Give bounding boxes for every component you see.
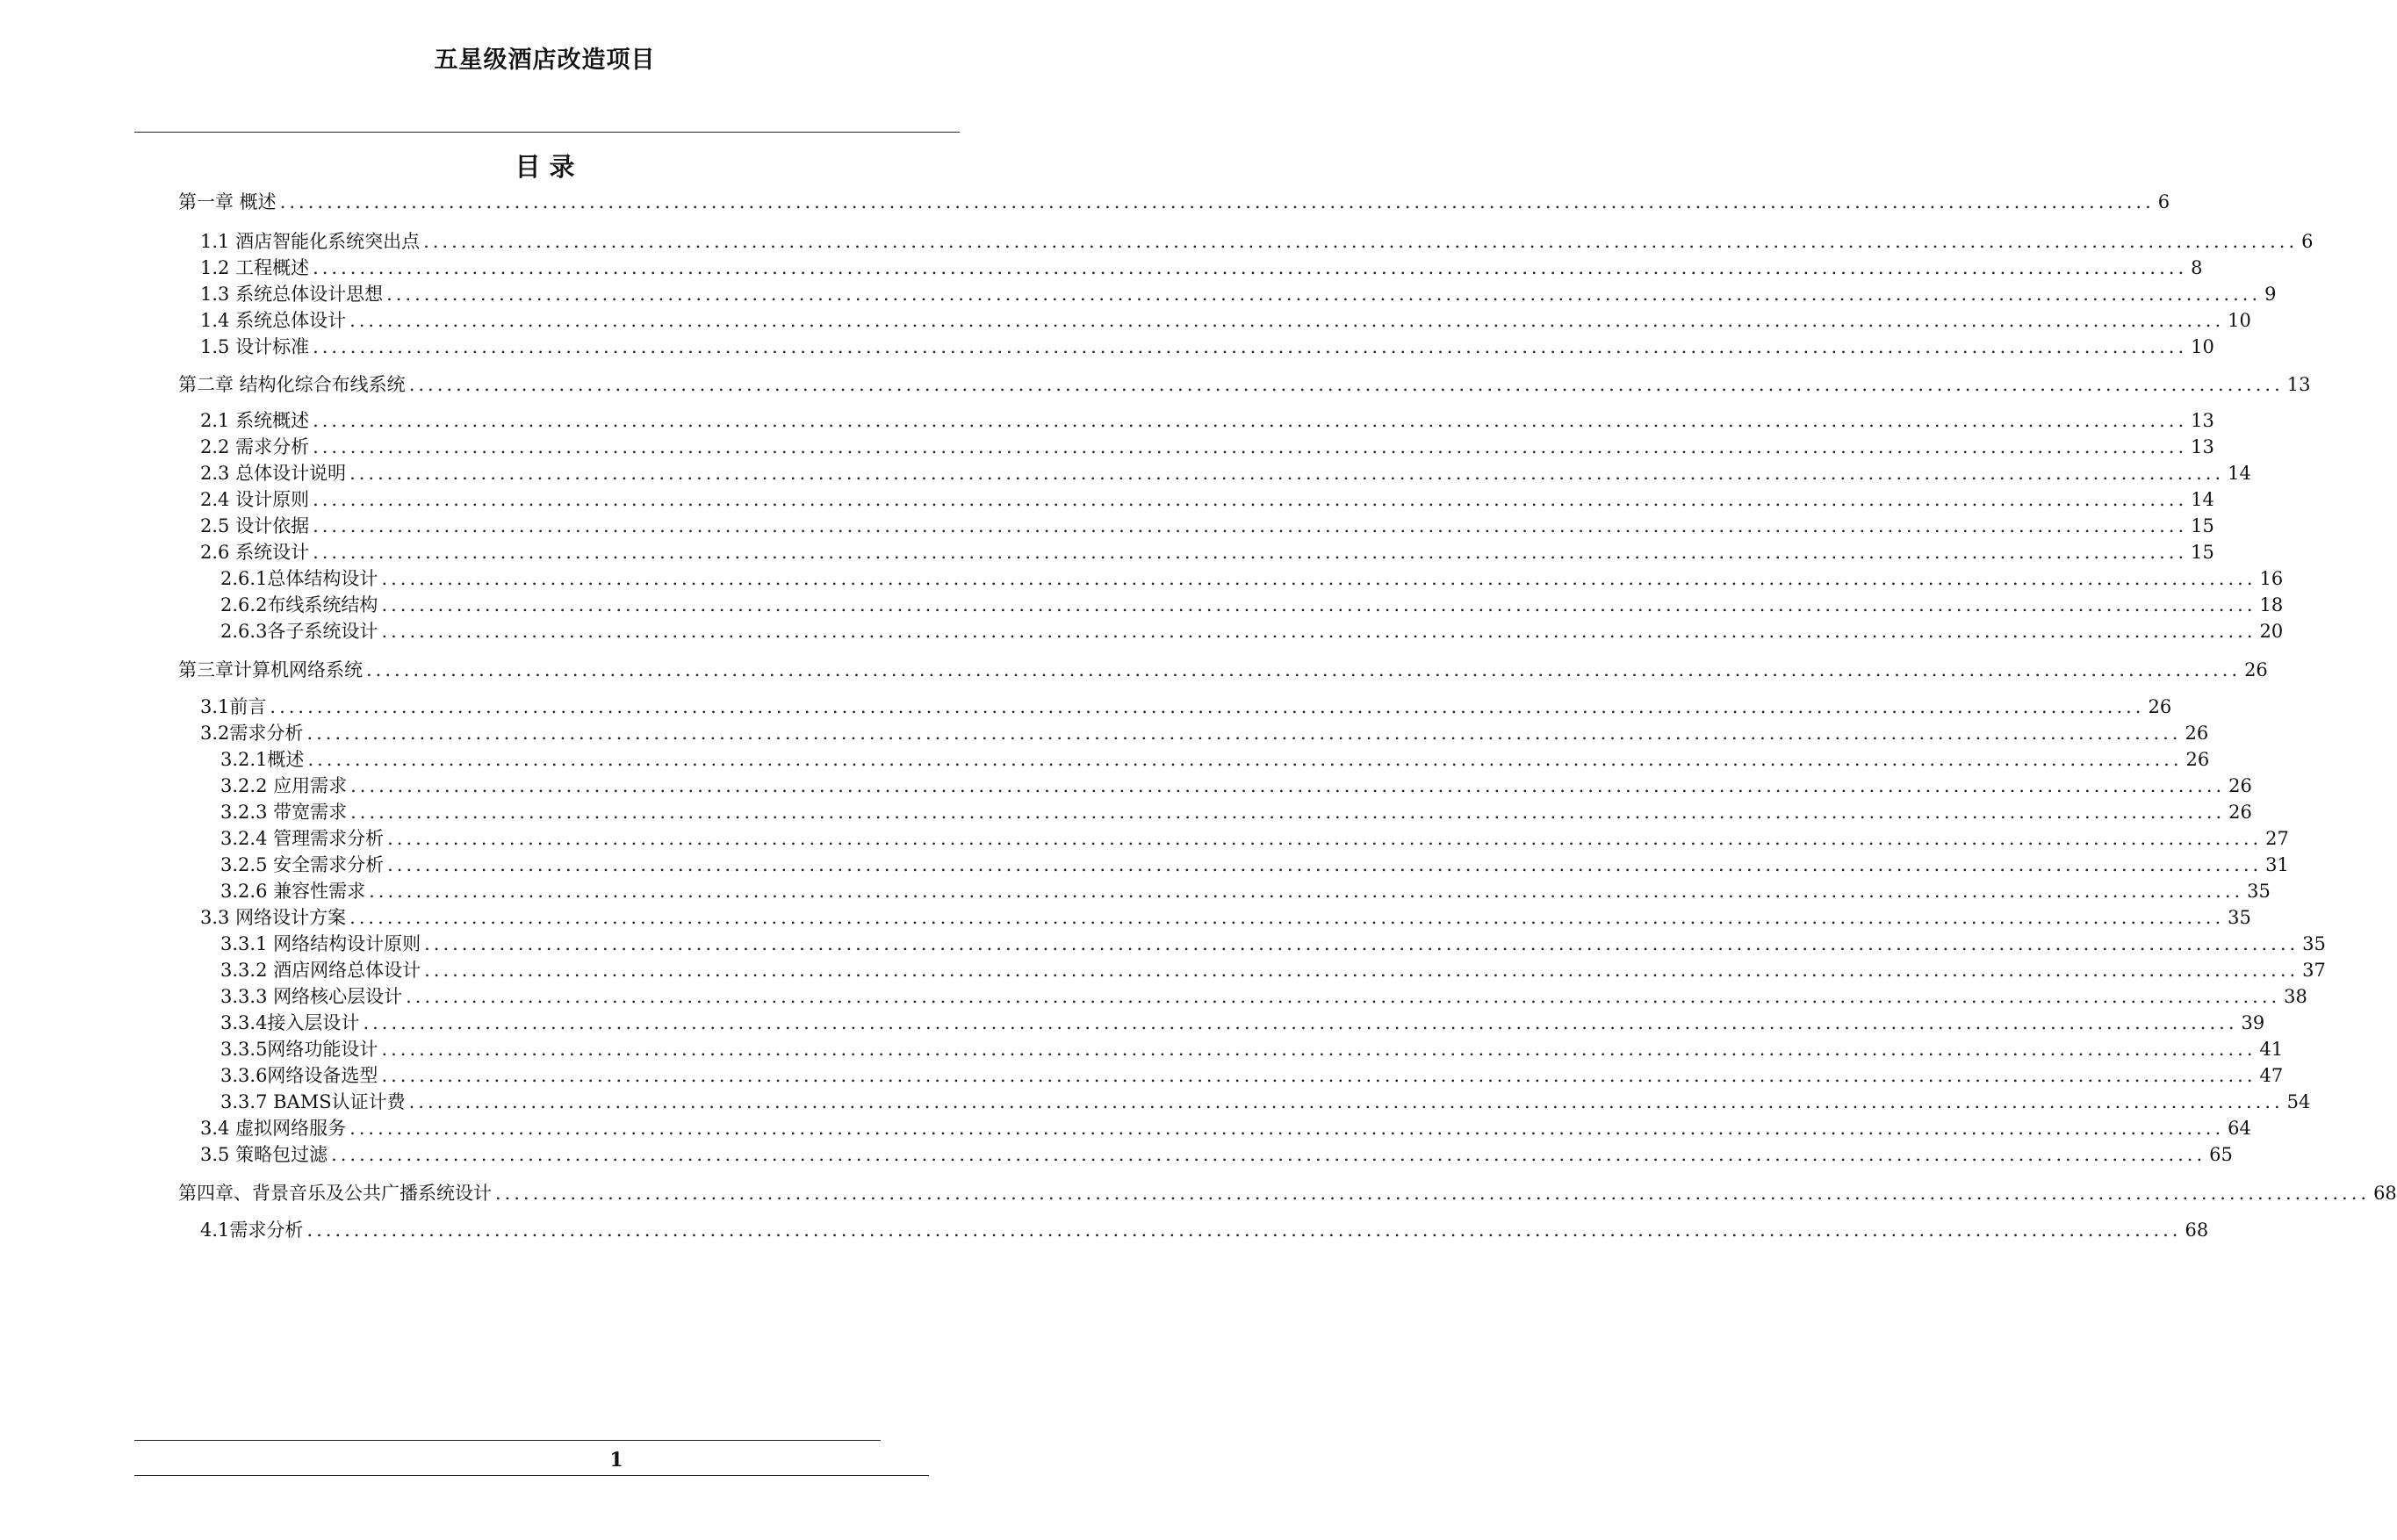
toc-section-entry[interactable] (200, 1217, 2209, 1243)
toc-section-entry[interactable] (200, 1141, 2233, 1168)
toc-leader-dots: ........................................................................................................................................................................................................ (387, 854, 2263, 875)
toc-section-entry[interactable] (220, 592, 2284, 618)
toc-section-entry[interactable] (200, 460, 2251, 486)
toc-entry-label: 3.3.7 BAMS认证计费 (220, 1091, 406, 1112)
toc-section-entry[interactable] (200, 904, 2251, 931)
toc-leader-dots: ........................................................................................................................................................................................................ (381, 1065, 2257, 1086)
toc-leader-dots: ........................................................................................................................................................................................................ (279, 191, 2155, 212)
toc-leader-dots: ........................................................................................................................................................................................................ (424, 960, 2300, 981)
toc-leader-dots: ........................................................................................................................................................................................................ (406, 986, 2281, 1007)
toc-section-entry[interactable] (220, 565, 2284, 592)
toc-entry-label: 3.3.4接入层设计 (220, 1012, 360, 1033)
toc-leader-dots: ........................................................................................................................................................................................................ (381, 594, 2257, 615)
toc-entry-page-number: 38 (2284, 986, 2307, 1007)
toc-entry-page-number: 65 (2209, 1144, 2233, 1165)
toc-entry-label: 3.3.3 网络核心层设计 (220, 986, 403, 1007)
toc-entry-label: 3.4 虚拟网络服务 (200, 1118, 347, 1139)
toc-entry-label: 3.2需求分析 (200, 723, 304, 744)
toc-leader-dots: ........................................................................................................................................................................................................ (313, 542, 2188, 563)
toc-entry-page-number: 10 (2191, 336, 2214, 357)
toc-leader-dots: ........................................................................................................................................................................................................ (387, 828, 2263, 849)
toc-leader-dots: ........................................................................................................................................................................................................ (349, 463, 2225, 484)
toc-entry-label: 3.2.6 兼容性需求 (220, 881, 366, 902)
toc-leader-dots: ........................................................................................................................................................................................................ (306, 723, 2182, 744)
toc-leader-dots: ........................................................................................................................................................................................................ (386, 284, 2262, 305)
toc-leader-dots: ........................................................................................................................................................................................................ (424, 933, 2300, 954)
toc-leader-dots: ........................................................................................................................................................................................................ (313, 489, 2188, 510)
toc-leader-dots: ........................................................................................................................................................................................................ (306, 1220, 2182, 1241)
toc-entry-label: 1.5 设计标准 (200, 336, 310, 357)
toc-entry-label: 2.2 需求分析 (200, 436, 310, 457)
toc-entry-page-number: 14 (2191, 489, 2214, 510)
toc-entry-page-number: 41 (2259, 1039, 2284, 1060)
toc-entry-label: 2.6.1总体结构设计 (220, 568, 378, 589)
toc-entry-label: 3.3.5网络功能设计 (220, 1039, 378, 1060)
toc-section-entry[interactable] (220, 773, 2252, 799)
toc-entry-page-number: 26 (2148, 696, 2172, 717)
toc-entry-label: 3.2.4 管理需求分析 (220, 828, 385, 849)
toc-entry-label: 2.1 系统概述 (200, 410, 310, 431)
toc-entry-label: 4.1需求分析 (200, 1220, 304, 1241)
toc-entry-label: 1.1 酒店智能化系统突出点 (200, 231, 421, 252)
toc-entry-page-number: 8 (2191, 257, 2203, 278)
toc-entry-page-number: 13 (2191, 410, 2214, 431)
toc-entry-label: 3.2.1概述 (220, 749, 305, 770)
toc-entry-label: 1.3 系统总体设计思想 (200, 284, 384, 305)
toc-heading: 目 录 (515, 152, 575, 182)
footer-divider-bottom (134, 1475, 929, 1476)
toc-entry-page-number: 68 (2185, 1220, 2209, 1241)
toc-leader-dots: ........................................................................................................................................................................................................ (408, 1091, 2284, 1112)
toc-section-entry[interactable] (200, 228, 2314, 255)
toc-entry-label: 第一章 概述 (178, 191, 277, 212)
toc-leader-dots: ........................................................................................................................................................................................................ (381, 621, 2257, 642)
toc-entry-page-number: 6 (2157, 191, 2170, 212)
footer-divider-top (134, 1440, 881, 1441)
toc-entry-page-number: 31 (2265, 854, 2289, 875)
toc-section-entry[interactable] (220, 746, 2210, 773)
toc-leader-dots: ........................................................................................................................................................................................................ (349, 310, 2225, 331)
toc-section-entry[interactable] (220, 618, 2284, 644)
toc-leader-dots: ........................................................................................................................................................................................................ (363, 1012, 2238, 1033)
toc-chapter-entry[interactable] (178, 657, 2268, 683)
toc-entry-label: 3.3 网络设计方案 (200, 907, 347, 928)
toc-leader-dots: ........................................................................................................................................................................................................ (313, 336, 2188, 357)
toc-leader-dots: ........................................................................................................................................................................................................ (350, 775, 2226, 796)
toc-section-entry[interactable] (220, 931, 2326, 957)
toc-entry-page-number: 35 (2228, 907, 2251, 928)
toc-section-entry[interactable] (220, 1062, 2284, 1089)
toc-entry-page-number: 68 (2373, 1183, 2397, 1204)
toc-entry-page-number: 37 (2302, 960, 2326, 981)
toc-entry-label: 2.6 系统设计 (200, 542, 310, 563)
toc-entry-label: 3.5 策略包过滤 (200, 1144, 328, 1165)
toc-section-entry[interactable] (200, 281, 2277, 307)
toc-entry-label: 1.4 系统总体设计 (200, 310, 347, 331)
toc-leader-dots: ........................................................................................................................................................................................................ (408, 374, 2284, 395)
toc-entry-page-number: 15 (2191, 515, 2214, 536)
toc-entry-page-number: 26 (2244, 659, 2268, 680)
toc-leader-dots: ........................................................................................................................................................................................................ (350, 802, 2226, 823)
toc-entry-page-number: 47 (2259, 1065, 2284, 1086)
toc-leader-dots: ........................................................................................................................................................................................................ (423, 231, 2299, 252)
toc-entry-page-number: 26 (2228, 775, 2252, 796)
toc-leader-dots: ........................................................................................................................................................................................................ (381, 1039, 2257, 1060)
toc-entry-label: 第四章、背景音乐及公共广播系统设计 (178, 1183, 492, 1204)
toc-entry-label: 3.2.2 应用需求 (220, 775, 348, 796)
toc-entry-page-number: 35 (2247, 881, 2271, 902)
toc-entry-page-number: 13 (2191, 436, 2214, 457)
toc-entry-label: 2.6.2布线系统结构 (220, 594, 378, 615)
toc-section-entry[interactable] (220, 957, 2326, 983)
toc-entry-label: 2.5 设计依据 (200, 515, 310, 536)
toc-section-entry[interactable] (200, 694, 2172, 720)
toc-entry-page-number: 9 (2264, 284, 2277, 305)
toc-leader-dots: ........................................................................................................................................................................................................ (270, 696, 2145, 717)
toc-chapter-entry[interactable] (178, 189, 2170, 215)
toc-section-entry[interactable] (200, 539, 2214, 565)
toc-section-entry[interactable] (200, 407, 2214, 434)
toc-entry-page-number: 35 (2302, 933, 2326, 954)
toc-section-entry[interactable] (200, 255, 2203, 281)
toc-entry-label: 1.2 工程概述 (200, 257, 310, 278)
toc-section-entry[interactable] (200, 486, 2214, 513)
toc-entry-page-number: 18 (2259, 594, 2284, 615)
toc-leader-dots: ........................................................................................................................................................................................................ (369, 881, 2244, 902)
toc-section-entry[interactable] (200, 434, 2214, 460)
toc-entry-label: 3.3.1 网络结构设计原则 (220, 933, 421, 954)
toc-leader-dots: ........................................................................................................................................................................................................ (381, 568, 2257, 589)
toc-section-entry[interactable] (220, 799, 2252, 825)
toc-section-entry[interactable] (200, 334, 2214, 360)
toc-section-entry[interactable] (220, 1089, 2311, 1115)
toc-entry-label: 2.6.3各子系统设计 (220, 621, 378, 642)
toc-entry-label: 2.4 设计原则 (200, 489, 310, 510)
toc-entry-page-number: 10 (2228, 310, 2251, 331)
toc-entry-page-number: 39 (2241, 1012, 2265, 1033)
toc-section-entry[interactable] (220, 983, 2307, 1010)
toc-entry-page-number: 13 (2286, 374, 2311, 395)
toc-entry-label: 2.3 总体设计说明 (200, 463, 347, 484)
toc-section-entry[interactable] (220, 878, 2271, 904)
toc-chapter-entry[interactable] (178, 1180, 2397, 1206)
toc-section-entry[interactable] (200, 720, 2209, 746)
toc-entry-label: 3.3.2 酒店网络总体设计 (220, 960, 421, 981)
toc-entry-page-number: 27 (2265, 828, 2289, 849)
toc-leader-dots: ........................................................................................................................................................................................................ (307, 749, 2183, 770)
toc-leader-dots: ........................................................................................................................................................................................................ (313, 410, 2188, 431)
toc-leader-dots: ........................................................................................................................................................................................................ (366, 659, 2242, 680)
toc-chapter-entry[interactable] (178, 371, 2311, 398)
toc-entry-page-number: 16 (2259, 568, 2284, 589)
toc-entry-page-number: 26 (2228, 802, 2252, 823)
toc-entry-page-number: 15 (2191, 542, 2214, 563)
toc-entry-page-number: 64 (2228, 1118, 2251, 1139)
toc-section-entry[interactable] (220, 825, 2289, 852)
toc-entry-page-number: 6 (2301, 231, 2314, 252)
footer-page-number: 1 (609, 1449, 623, 1472)
toc-leader-dots: ........................................................................................................................................................................................................ (313, 436, 2188, 457)
toc-section-entry[interactable] (200, 1115, 2251, 1141)
toc-leader-dots: ........................................................................................................................................................................................................ (313, 515, 2188, 536)
toc-entry-page-number: 54 (2286, 1091, 2311, 1112)
toc-entry-page-number: 20 (2259, 621, 2284, 642)
toc-section-entry[interactable] (220, 1036, 2284, 1062)
toc-leader-dots: ........................................................................................................................................................................................................ (313, 257, 2188, 278)
toc-section-entry[interactable] (200, 307, 2251, 334)
toc-leader-dots: ........................................................................................................................................................................................................ (349, 907, 2225, 928)
toc-entry-label: 第三章计算机网络系统 (178, 659, 363, 680)
toc-section-entry[interactable] (220, 852, 2289, 878)
toc-entry-label: 3.2.5 安全需求分析 (220, 854, 385, 875)
toc-leader-dots: ........................................................................................................................................................................................................ (349, 1118, 2225, 1139)
toc-entry-page-number: 14 (2228, 463, 2251, 484)
toc-section-entry[interactable] (200, 513, 2214, 539)
toc-entry-label: 第二章 结构化综合布线系统 (178, 374, 406, 395)
toc-entry-page-number: 26 (2185, 749, 2210, 770)
toc-entry-label: 3.3.6网络设备选型 (220, 1065, 378, 1086)
toc-leader-dots: ........................................................................................................................................................................................................ (331, 1144, 2206, 1165)
toc-entry-label: 3.2.3 带宽需求 (220, 802, 348, 823)
toc-section-entry[interactable] (220, 1010, 2265, 1036)
toc-leader-dots: ........................................................................................................................................................................................................ (495, 1183, 2371, 1204)
document-header-title: 五星级酒店改造项目 (434, 47, 656, 74)
toc-entry-label: 3.1前言 (200, 696, 267, 717)
toc-entry-page-number: 26 (2185, 723, 2209, 744)
